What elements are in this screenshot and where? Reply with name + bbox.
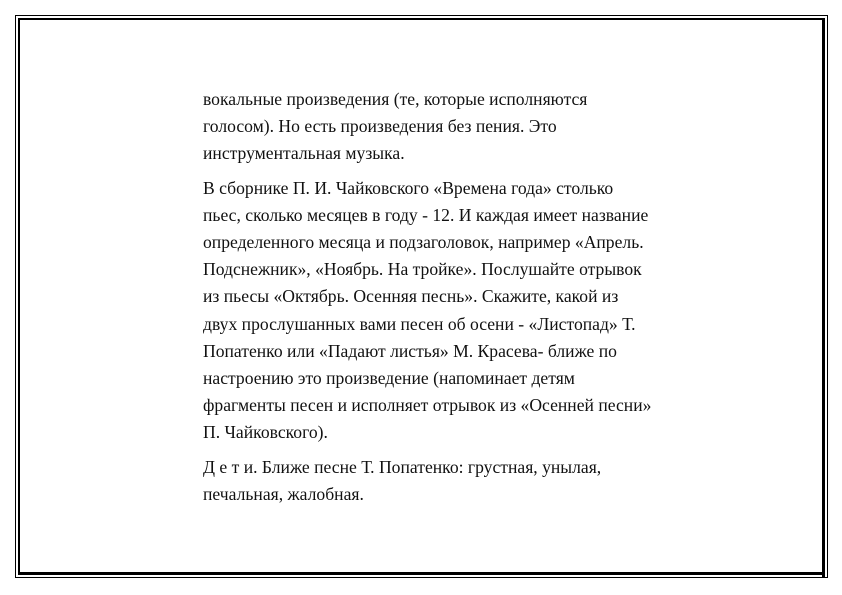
text-line: инструментальная музыка. — [203, 143, 405, 164]
text-line: В сборнике П. И. Чайковского «Времена года» столько — [203, 177, 614, 198]
page-border-shadow-bottom — [18, 572, 825, 575]
paragraph-1 — [203, 86, 723, 168]
text-line: Д е т и. Ближе песне Т. Попатенко: грустная, унылая, — [203, 456, 602, 477]
paragraph-2 — [203, 175, 723, 447]
document-text — [203, 86, 723, 515]
text-line: голосом). Но есть произведения без пения. Это — [203, 116, 557, 137]
text-line: печальная, жалобная. — [203, 483, 364, 504]
paragraph-3 — [203, 454, 723, 508]
text-line: фрагменты песен и исполняет отрывок из «Осенней песни» — [203, 395, 652, 416]
text-line: пьес, сколько месяцев в году - 12. И каждая имеет название — [203, 204, 649, 225]
text-line: из пьесы «Октябрь. Осенняя песнь». Скажите, какой из — [203, 286, 619, 307]
text-line: двух прослушанных вами песен об осени - «Листопад» Т. — [203, 313, 636, 334]
text-line: П. Чайковского). — [203, 422, 328, 443]
text-line: вокальные произведения (те, которые исполняются — [203, 89, 588, 109]
text-line: Подснежник», «Ноябрь. На тройке». Послушайте отрывок — [203, 259, 642, 280]
text-line: настроению это произведение (напоминает детям — [203, 368, 575, 389]
page-border-shadow-right — [822, 18, 825, 578]
text-line: Попатенко или «Падают листья» М. Красева- ближе по — [203, 340, 617, 361]
text-line: определенного месяца и подзаголовок, например «Апрель. — [203, 232, 644, 253]
